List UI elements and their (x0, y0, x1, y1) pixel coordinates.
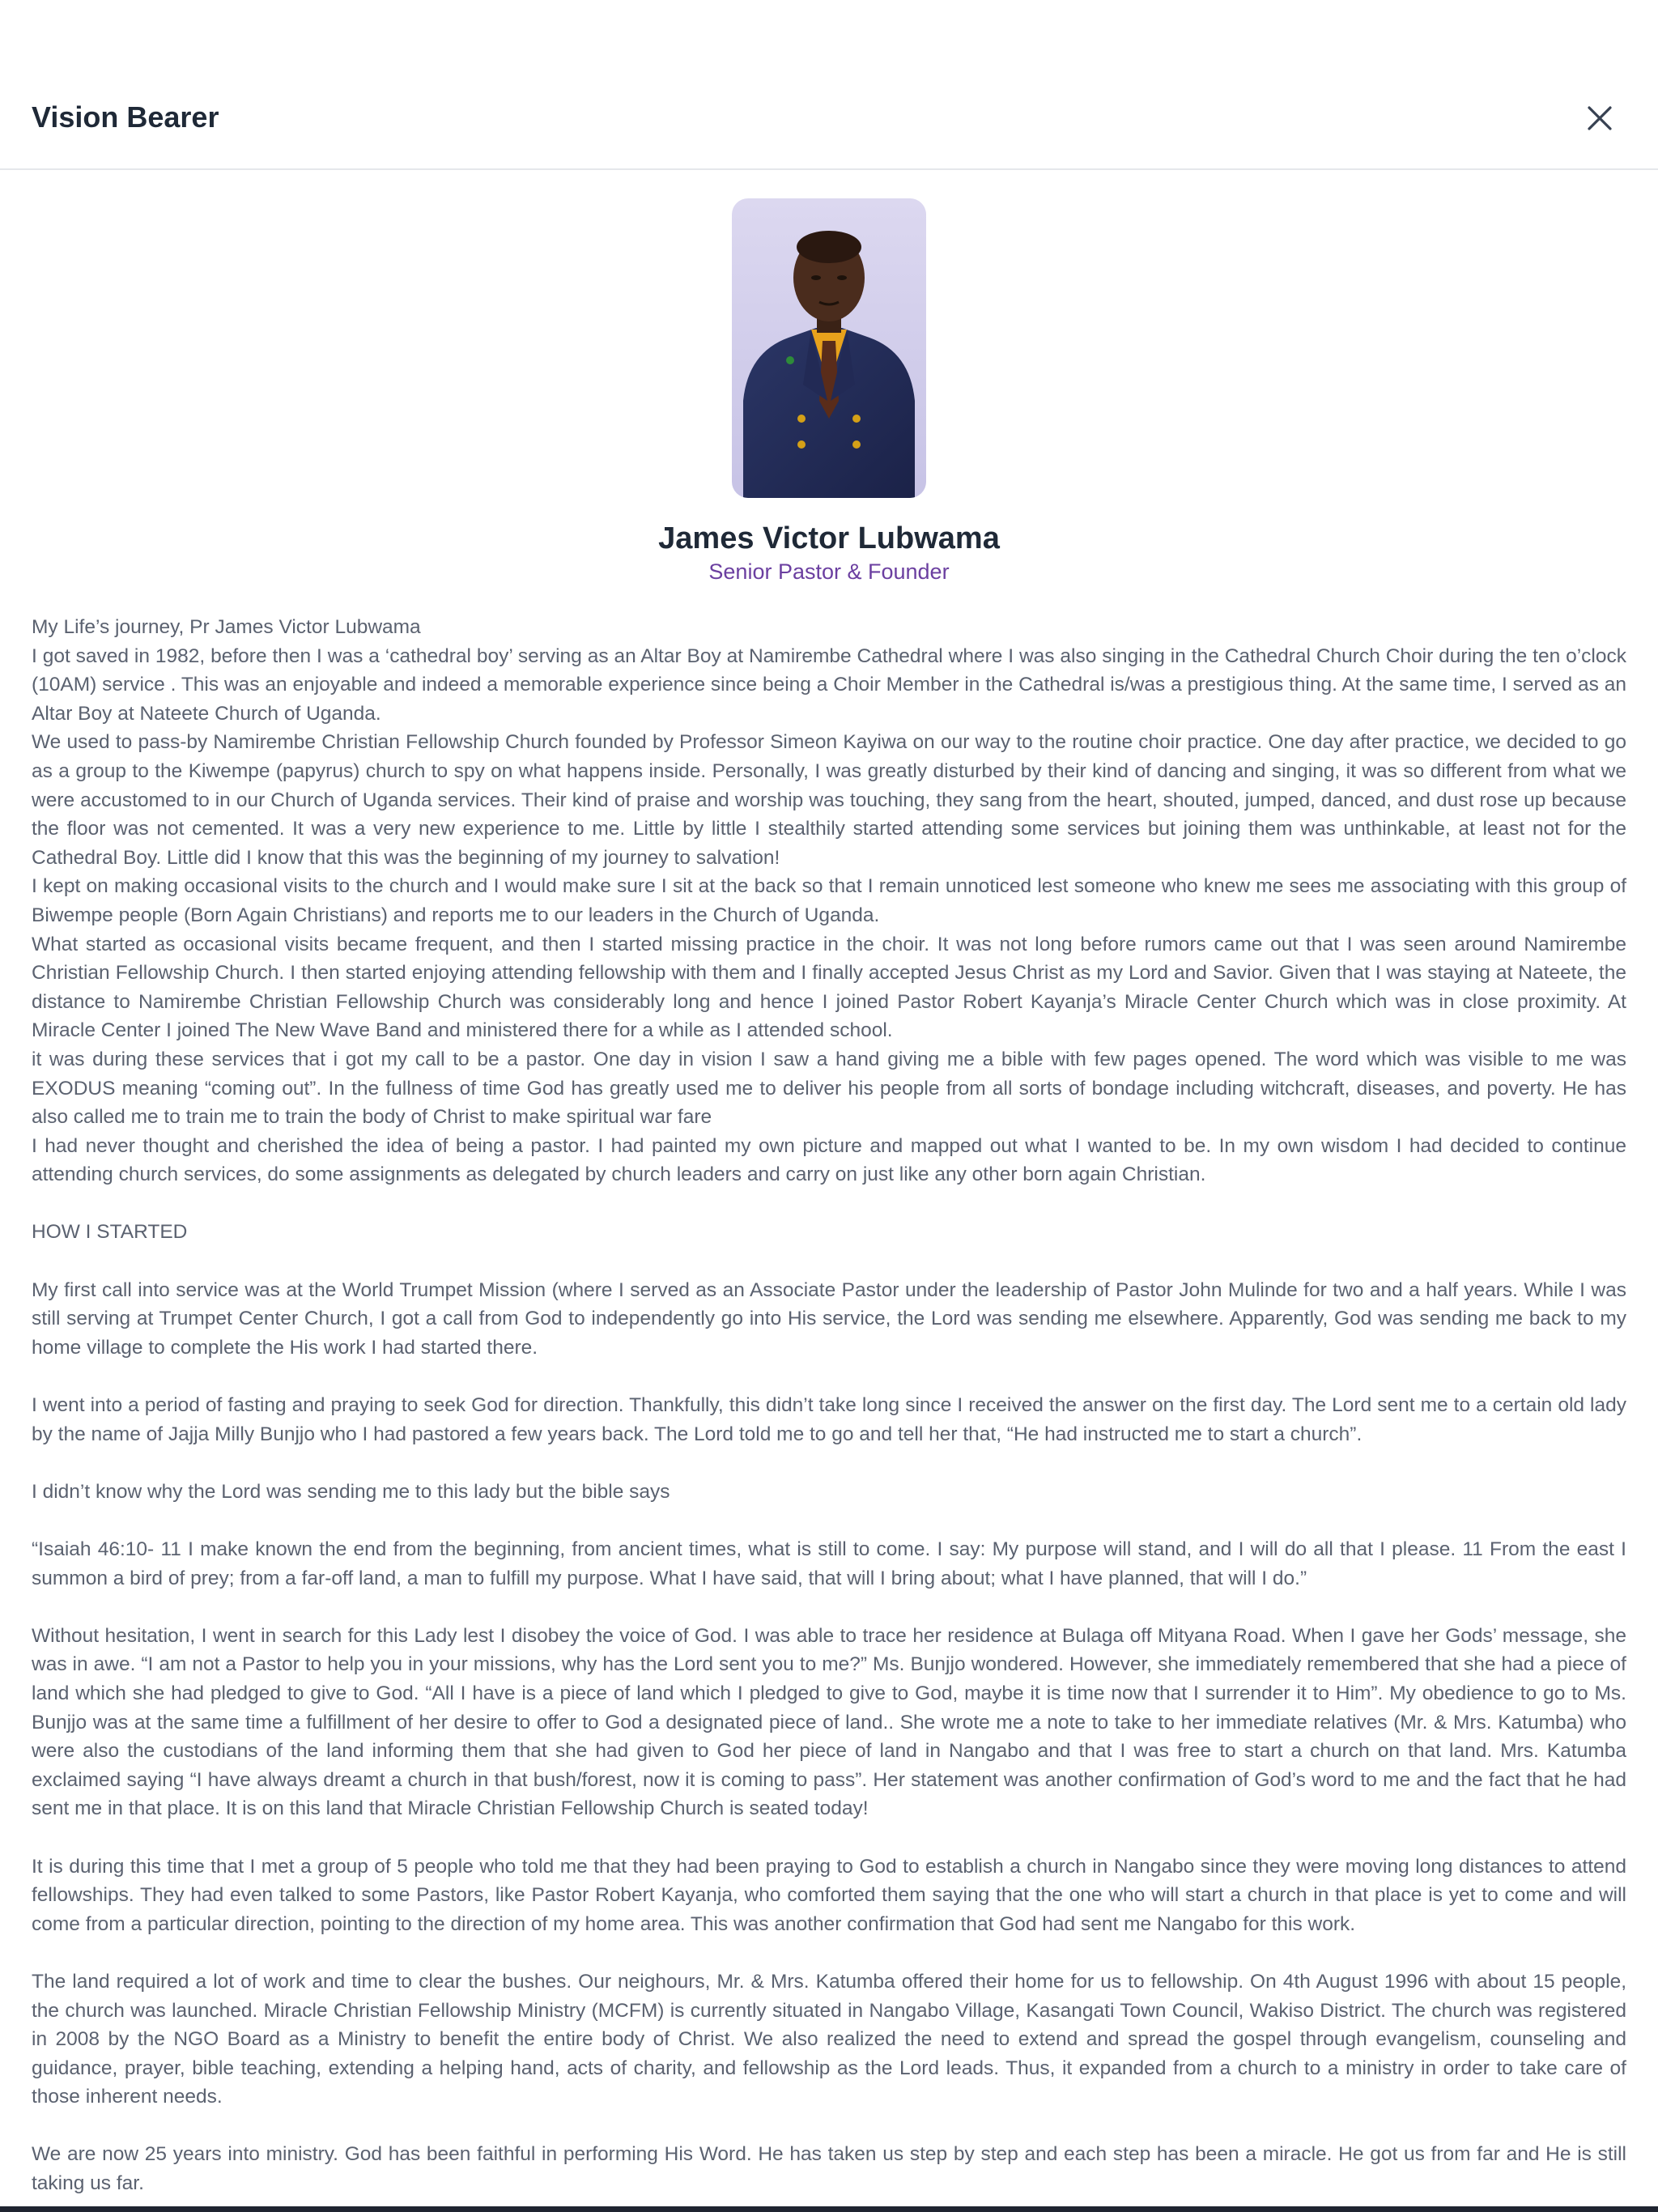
bottom-edge (0, 2206, 1658, 2212)
close-icon (1587, 105, 1613, 131)
bio-paragraph: I went into a period of fasting and praying to seek God for direction. Thankfully, this didn’t take long since I received the answer on the first day. The Lord sent me to a certain old lady by the name of Jajja Milly Bunjjo who I had pastored a few years back. The Lord told me to go and tell her that, “He had instructed me to start a church”. (32, 1394, 1626, 1445)
bio-paragraph: My Life’s journey, Pr James Victor Lubwama (32, 616, 421, 638)
bio-paragraph: What started as occasional visits became frequent, and then I started missing practice in the choir. It was not long before rumors came out that I was seen around Namirembe Christian Fellowship Church. I then started enjoying attending fellowship with them and I finally accepted Jesus Christ as my Lord and Savior. Given that I was staying at Nateete, the distance to Namirembe Christian Fellowship Church was considerably long and hence I joined Pastor Robert Kayanja’s Miracle Center Church which was in close proximity. At Miracle Center I joined The New Wave Band and ministered there for a while as I attended school. (32, 933, 1626, 1042)
bio-paragraph: I had never thought and cherished the idea of being a pastor. I had painted my own picture and mapped out what I wanted to be. In my own wisdom I had decided to continue attending church services, do some assignments as delegated by church leaders and carry on just like any other born again Christian. (32, 1134, 1626, 1186)
section-heading: HOW I STARTED (32, 1221, 188, 1244)
modal-header (0, 0, 1658, 170)
modal-title: Vision Bearer (32, 100, 219, 134)
bio-paragraph: My first call into service was at the World Trumpet Mission (where I served as an Associate Pastor under the leadership of Pastor John Mulinde for two and a half years. While I was still serving at Trumpet Center Church, I got a call from God to independently go into His service, the Lord was sending me elsewhere. Apparently, God was sending me back to my home village to complete the His work I had started there. (32, 1278, 1626, 1359)
bio-paragraph: We are now 25 years into ministry. God has been faithful in performing His Word. He has taken us step by step and each step has been a miracle. He got us from far and He is still taking us far. (32, 2143, 1626, 2195)
bio-paragraph: I didn’t know why the Lord was sending me to this lady but the bible says (32, 1480, 670, 1503)
bio-paragraph: I got saved in 1982, before then I was a ‘cathedral boy’ serving as an Altar Boy at Namirembe Cathedral where I was also singing in the Cathedral Church Choir during the ten o’clock (10AM) service . This was an enjoyable and indeed a memorable experience since being a Choir Member in the Cathedral is/was a prestigious thing. At the same time, I served as an Altar Boy at Nateete Church of Uganda. (32, 644, 1626, 725)
bio-paragraph: We used to pass-by Namirembe Christian Fellowship Church founded by Professor Simeon Kayiwa on our way to the routine choir practice. One day after practice, we decided to go as a group to the Kiwempe (papyrus) church to spy on what happens inside. Personally, I was greatly disturbed by their kind of dancing and singing, it was so different from what we were accustomed to in our Church of Uganda services. Their kind of praise and worship was touching, they sang from the heart, shouted, jumped, danced, and dust rose up because the floor was not cemented. It was a very new experience to me. Little by little I stealthily started attending some services but joining them was unthinkable, at least not for the Cathedral Boy. Little did I know that this was the beginning of my journey to salvation! (32, 731, 1626, 869)
bio-paragraph: Without hesitation, I went in search for this Lady lest I disobey the voice of God. I was able to trace her residence at Bulaga off Mityana Road. When I gave her Gods’ message, she was in awe. “I am not a Pastor to help you in your missions, why has the Lord sent you to me?” Ms. Bunjjo wondered. However, she immediately remembered that she had a piece of land which she had pledged to give to God. “All I have is a piece of land which I pledged to give to God, maybe it is time now that I surrender it to Him”. My obedience to go to Ms. Bunjjo was at the same time a fulfillment of her desire to offer to God a designated piece of land.. She wrote me a note to take to her immediate relatives (Mr. & Mrs. Katumba) who were also the custodians of the land informing them that she had given to God her piece of land in Nangabo and that I was free to start a church on that land. Mrs. Katumba exclaimed saying “I have always dreamt a church in that bush/forest, now it is coming to pass”. Her statement was another confirmation of God’s word to me and the fact that he had sent me in that place. It is on this land that Miracle Christian Fellowship Church is seated today! (32, 1624, 1626, 1820)
bio-paragraph: I kept on making occasional visits to the church and I would make sure I sit at the back so that I remain unnoticed lest someone who knew me sees me associating with this group of Biwempe people (Born Again Christians) and reports me to our leaders in the Church of Uganda. (32, 875, 1626, 926)
pastor-role: Senior Pastor & Founder (708, 559, 950, 584)
close-button[interactable] (1577, 96, 1622, 141)
bio-paragraph: it was during these services that i got my call to be a pastor. One day in vision I saw a hand giving me a bible with few pages opened. The word which was visible to me was EXODUS meaning “coming out”. In the fullness of time God has greatly used me to deliver his people from all sorts of bondage including witchcraft, diseases, and poverty. He has also called me to train me to train the body of Christ to make spiritual war fare (32, 1048, 1626, 1129)
pastor-portrait (732, 198, 926, 498)
pastor-name: James Victor Lubwama (658, 521, 1000, 555)
portrait-illustration (732, 198, 926, 498)
scripture-quote: “Isaiah 46:10- 11 I make known the end from the beginning, from ancient times, what is still to come. I say: My purpose will stand, and I will do all that I please. 11 From the east I summon a bird of prey; from a far-off land, a man to fulfill my purpose. What I have said, that will I bring about; what I have planned, that will I do.” (32, 1538, 1626, 1589)
bio-text (32, 613, 1626, 2198)
bio-paragraph: It is during this time that I met a group of 5 people who told me that they had been praying to God to establish a church in Nangabo since they were moving long distances to attend fellowships. They had even talked to some Pastors, like Pastor Robert Kayanja, who comforted them saying that the one who will start a church in that place is yet to come and will come from a particular direction, pointing to the direction of my home area. This was another confirmation that God had sent me Nangabo for this work. (32, 1855, 1626, 1935)
bio-paragraph: The land required a lot of work and time to clear the bushes. Our neighours, Mr. & Mrs. Katumba offered their home for us to fellowship. On 4th August 1996 with about 15 people, the church was launched. Miracle Christian Fellowship Ministry (MCFM) is currently situated in Nangabo Village, Kasangati Town Council, Wakiso District. The church was registered in 2008 by the NGO Board as a Ministry to benefit the entire body of Christ. We also realized the need to extend and spread the gospel through evangelism, counseling and guidance, prayer, bible teaching, extending a helping hand, acts of charity, and fellowship as the Lord leads. Thus, it expanded from a church to a ministry in order to take care of those inherent needs. (32, 1970, 1626, 2108)
